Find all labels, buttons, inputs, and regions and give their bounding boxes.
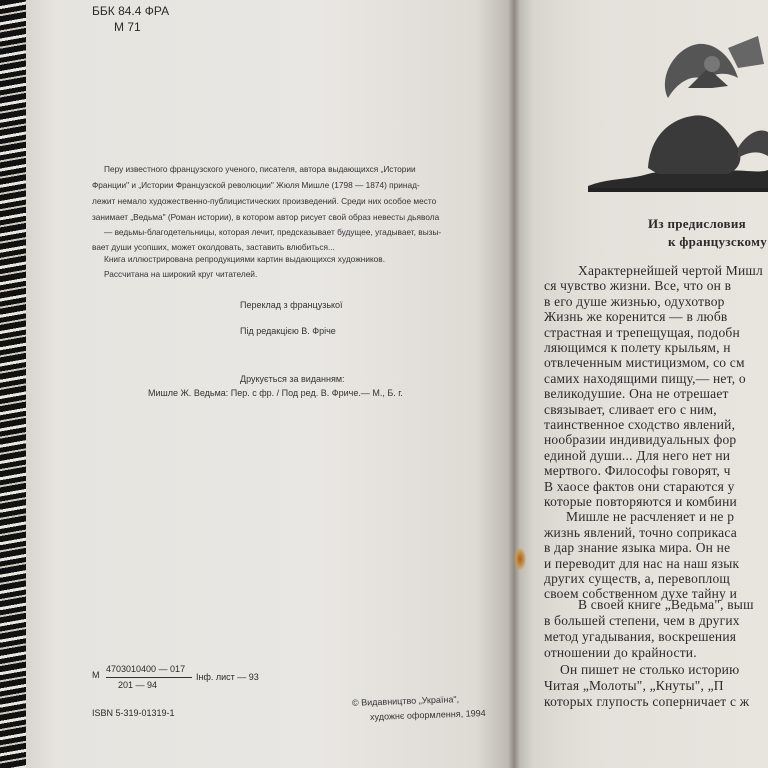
text-line: связывает, сливает его с ним,: [544, 401, 717, 417]
paper-stain: [514, 548, 526, 570]
text-line: единой души... Для него нет ни: [544, 447, 731, 463]
text-line: в его душе жизнью, одухотвор: [544, 293, 725, 309]
annotation-line: Перу известного французского ученого, писателя, автора выдающихся „Истории: [104, 164, 416, 174]
index-denominator: 201 — 94: [118, 680, 158, 690]
printed-from-label: Друкується за виданням:: [240, 374, 345, 384]
index-prefix: М: [92, 670, 100, 680]
text-line: мертвого. Философы говорят, ч: [544, 463, 731, 479]
text-line: нообразии индивидуальных фор: [544, 432, 737, 448]
book-cover-edge: [0, 0, 26, 768]
heading-line: к французскому: [668, 234, 768, 249]
editor-note: Під редакцією В. Фріче: [240, 326, 336, 336]
author-mark: М 71: [114, 20, 141, 34]
copyright-line: © Видавництво „Україна",: [351, 694, 460, 708]
text-line: метод угадывания, воскрешения: [544, 629, 737, 644]
annotation-line: Рассчитана на широкий круг читателей.: [104, 269, 258, 279]
text-line: В своей книге „Ведьма", выш: [578, 597, 754, 612]
text-line: которые повторяются и комбини: [544, 494, 737, 509]
text-line: в дар знание языка мира. Он не: [544, 540, 731, 556]
text-line: страстная и трепещущая, подобн: [544, 324, 740, 340]
text-line: своем собственном духе тайну и: [544, 586, 738, 602]
text-line: Жизнь же коренится — в любв: [544, 309, 728, 325]
griffin-illustration: [588, 28, 768, 196]
annotation-line: Книга иллюстрирована репродукциями картин выдающихся художников.: [104, 254, 386, 264]
index-numerator: 4703010400 — 017: [106, 664, 186, 674]
text-line: Он пишет не столько историю: [560, 662, 740, 677]
text-line: ляющимся к полету крыльям, н: [544, 340, 731, 355]
left-page: [26, 0, 514, 768]
text-line: Читая „Молоты", „Кнуты", „П: [544, 678, 724, 693]
heading-line: Из предисловия: [648, 216, 746, 231]
text-line: Характернейшей чертой Мишл: [578, 263, 763, 278]
isbn: ISBN 5-319-01319-1: [92, 708, 175, 718]
text-line: В хаосе фактов они стараются у: [544, 478, 735, 494]
annotation-line: лежит немало художественно-публицистических произведений. Среди них особое место: [92, 196, 437, 206]
annotation-line: — ведьмы-благодетельницы, которая лечит, предсказывает будущее, угадывает, вызы-: [104, 227, 442, 237]
text-line: таинственное сходство явлений,: [544, 417, 736, 432]
text-line: Мишле не расчленяет и не р: [566, 509, 735, 525]
text-line: которых глупость соперничает с ж: [544, 694, 750, 709]
text-line: жизнь явлений, точно соприкаса: [544, 524, 737, 540]
info-list: Інф. лист — 93: [196, 672, 259, 682]
copyright-line: художнє оформлення, 1994: [369, 707, 486, 723]
annotation-line: занимает „Ведьма" (Роман истории), в котором автор рисует свой образ невесты дьявола: [92, 212, 440, 222]
book-spine: [508, 0, 520, 768]
bbk-classification: ББК 84.4 ФРА: [92, 4, 170, 18]
text-line: самих находящими пищу,— нет, о: [544, 370, 746, 386]
printed-from-source: Мишле Ж. Ведьма: Пер. с фр. / Под ред. В. Фриче.— М., Б. г.: [148, 388, 403, 398]
annotation-line: вает души усопших, может околдовать, заставить влюбиться...: [92, 242, 335, 252]
text-line: отношении до крайности.: [544, 645, 697, 660]
translation-note: Переклад з французької: [240, 300, 343, 310]
text-line: ся чувство жизни. Все, что он в: [544, 278, 732, 294]
text-line: отвлеченным мистицизмом, со см: [544, 355, 745, 371]
text-line: в большей степени, чем в других: [544, 613, 740, 628]
text-line: других существ, а, перевоплощ: [544, 571, 731, 586]
text-line: великодушие. Она не отрешает: [544, 386, 729, 402]
fraction-line: [106, 677, 192, 678]
text-line: и переводит для нас на наш язык: [544, 555, 740, 571]
annotation-line: Франции" и „Истории Французской революции" Жюля Мишле (1798 — 1874) принад-: [92, 180, 420, 190]
